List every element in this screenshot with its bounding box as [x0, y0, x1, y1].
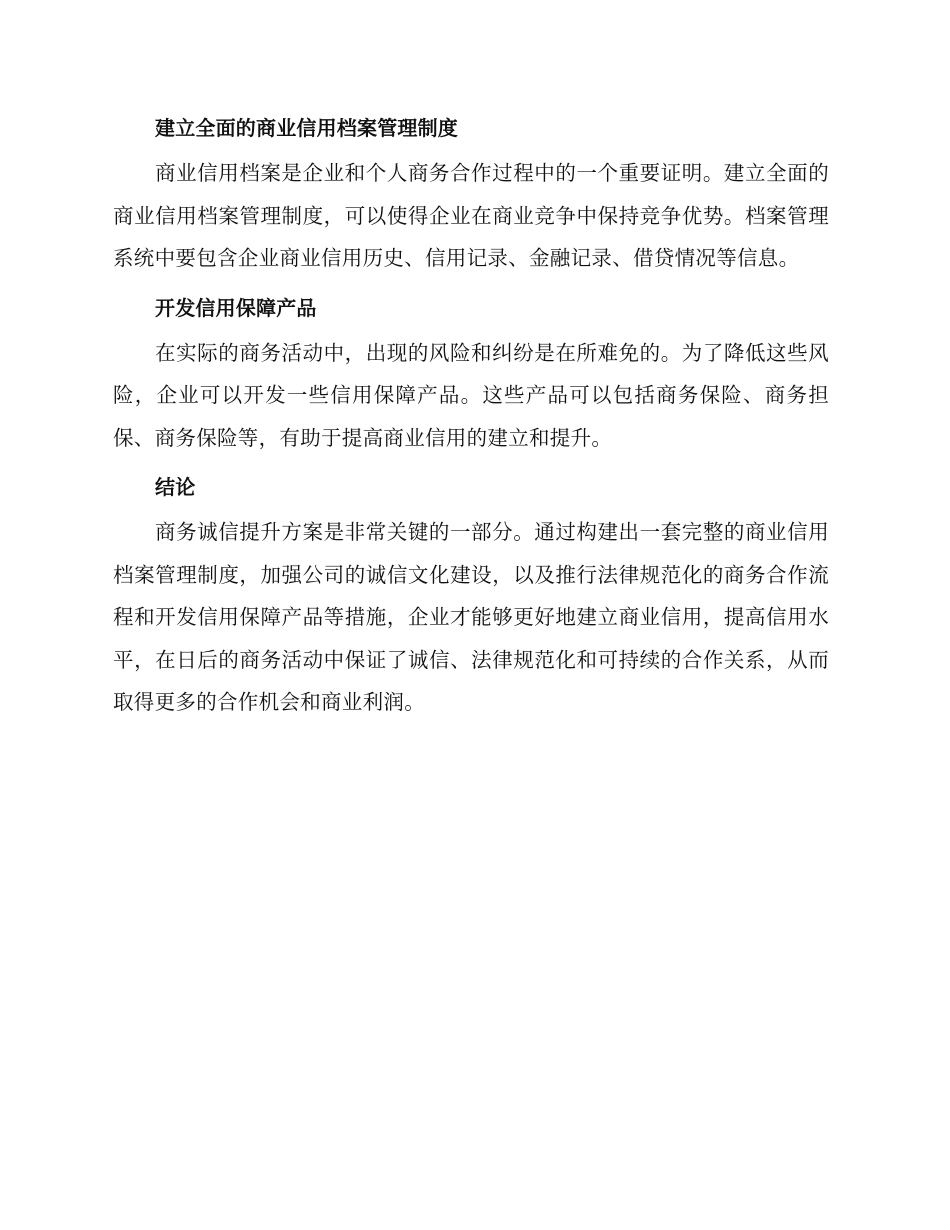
- section-heading-credit-products: 开发信用保障产品: [155, 295, 317, 320]
- section-paragraph-credit-products: 在实际的商务活动中，出现的风险和纠纷是在所难免的。为了降低这些风险，企业可以开发一些信用保障产品。这些产品可以包括商务保险、商务担保、商务保险等，有助于提高商业信用的建立和提升。: [113, 340, 829, 450]
- document-body: [113, 108, 829, 732]
- section-heading-conclusion: 结论: [155, 475, 196, 499]
- section-paragraph-credit-archive: 商业信用档案是企业和个人商务合作过程中的一个重要证明。建立全面的商业信用档案管理制度，可以使得企业在商业竞争中保持竞争优势。档案管理系统中要包含企业商业信用历史、信用记录、金融记录、借贷情况等信息。: [113, 161, 829, 270]
- section-paragraph-conclusion: 商务诚信提升方案是非常关键的一部分。通过构建出一套完整的商业信用档案管理制度，加强公司的诚信文化建设，以及推行法律规范化的商务合作流程和开发信用保障产品等措施，企业才能够更好地建立商业信用，提高信用水平，在日后的商务活动中保证了诚信、法律规范化和可持续的合作关系，从而取得更多的合作机会和商业利润。: [113, 520, 829, 714]
- section-heading-credit-archive: 建立全面的商业信用档案管理制度: [155, 116, 458, 140]
